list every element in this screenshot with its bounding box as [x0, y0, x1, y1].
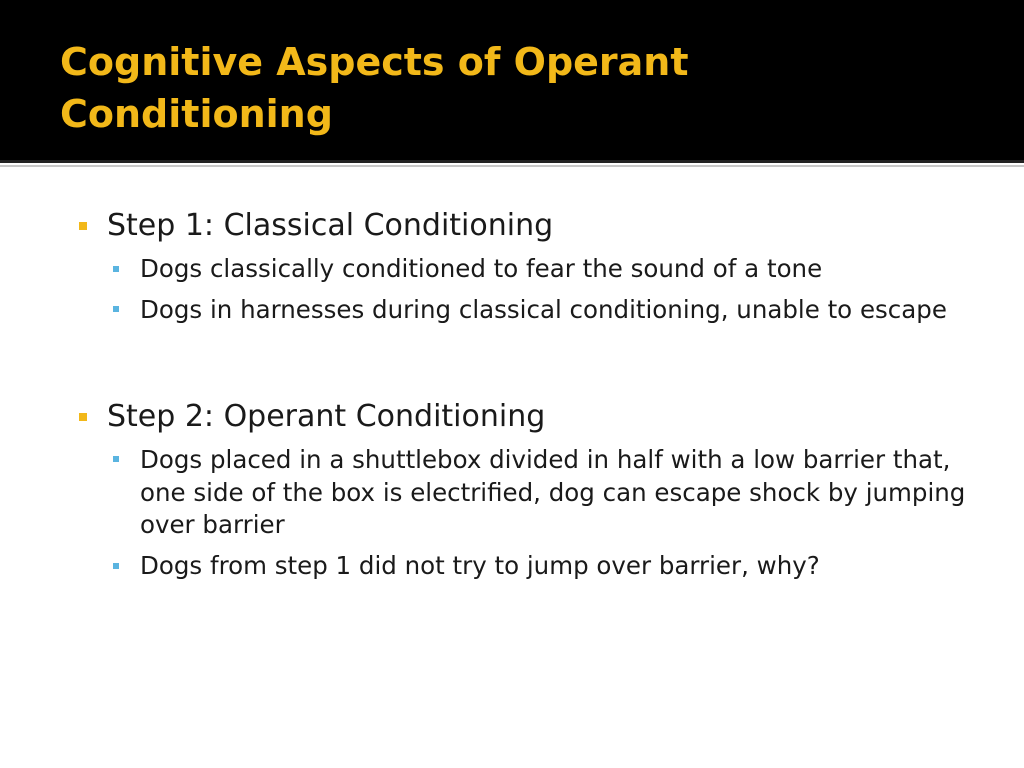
list-item: Dogs classically conditioned to fear the sound of a tone — [140, 254, 823, 283]
level2-bullet-icon — [113, 266, 119, 272]
level1-bullet-icon — [79, 413, 87, 421]
section-heading-step2: Step 2: Operant Conditioning — [107, 399, 546, 434]
level2-bullet-icon — [113, 456, 119, 462]
section-heading-step1: Step 1: Classical Conditioning — [107, 208, 554, 243]
level2-bullet-icon — [113, 306, 119, 312]
level1-bullet-icon — [79, 222, 87, 230]
list-item: Dogs placed in a shuttlebox divided in half with a low barrier that, one side of the box is electrified, dog can escape shock by jumping over barrier — [140, 445, 966, 539]
list-item: Dogs from step 1 did not try to jump over barrier, why? — [140, 551, 820, 580]
level2-bullet-icon — [113, 563, 119, 569]
slide-title: Cognitive Aspects of Operant Conditioning — [60, 40, 689, 136]
list-item: Dogs in harnesses during classical conditioning, unable to escape — [140, 295, 947, 324]
